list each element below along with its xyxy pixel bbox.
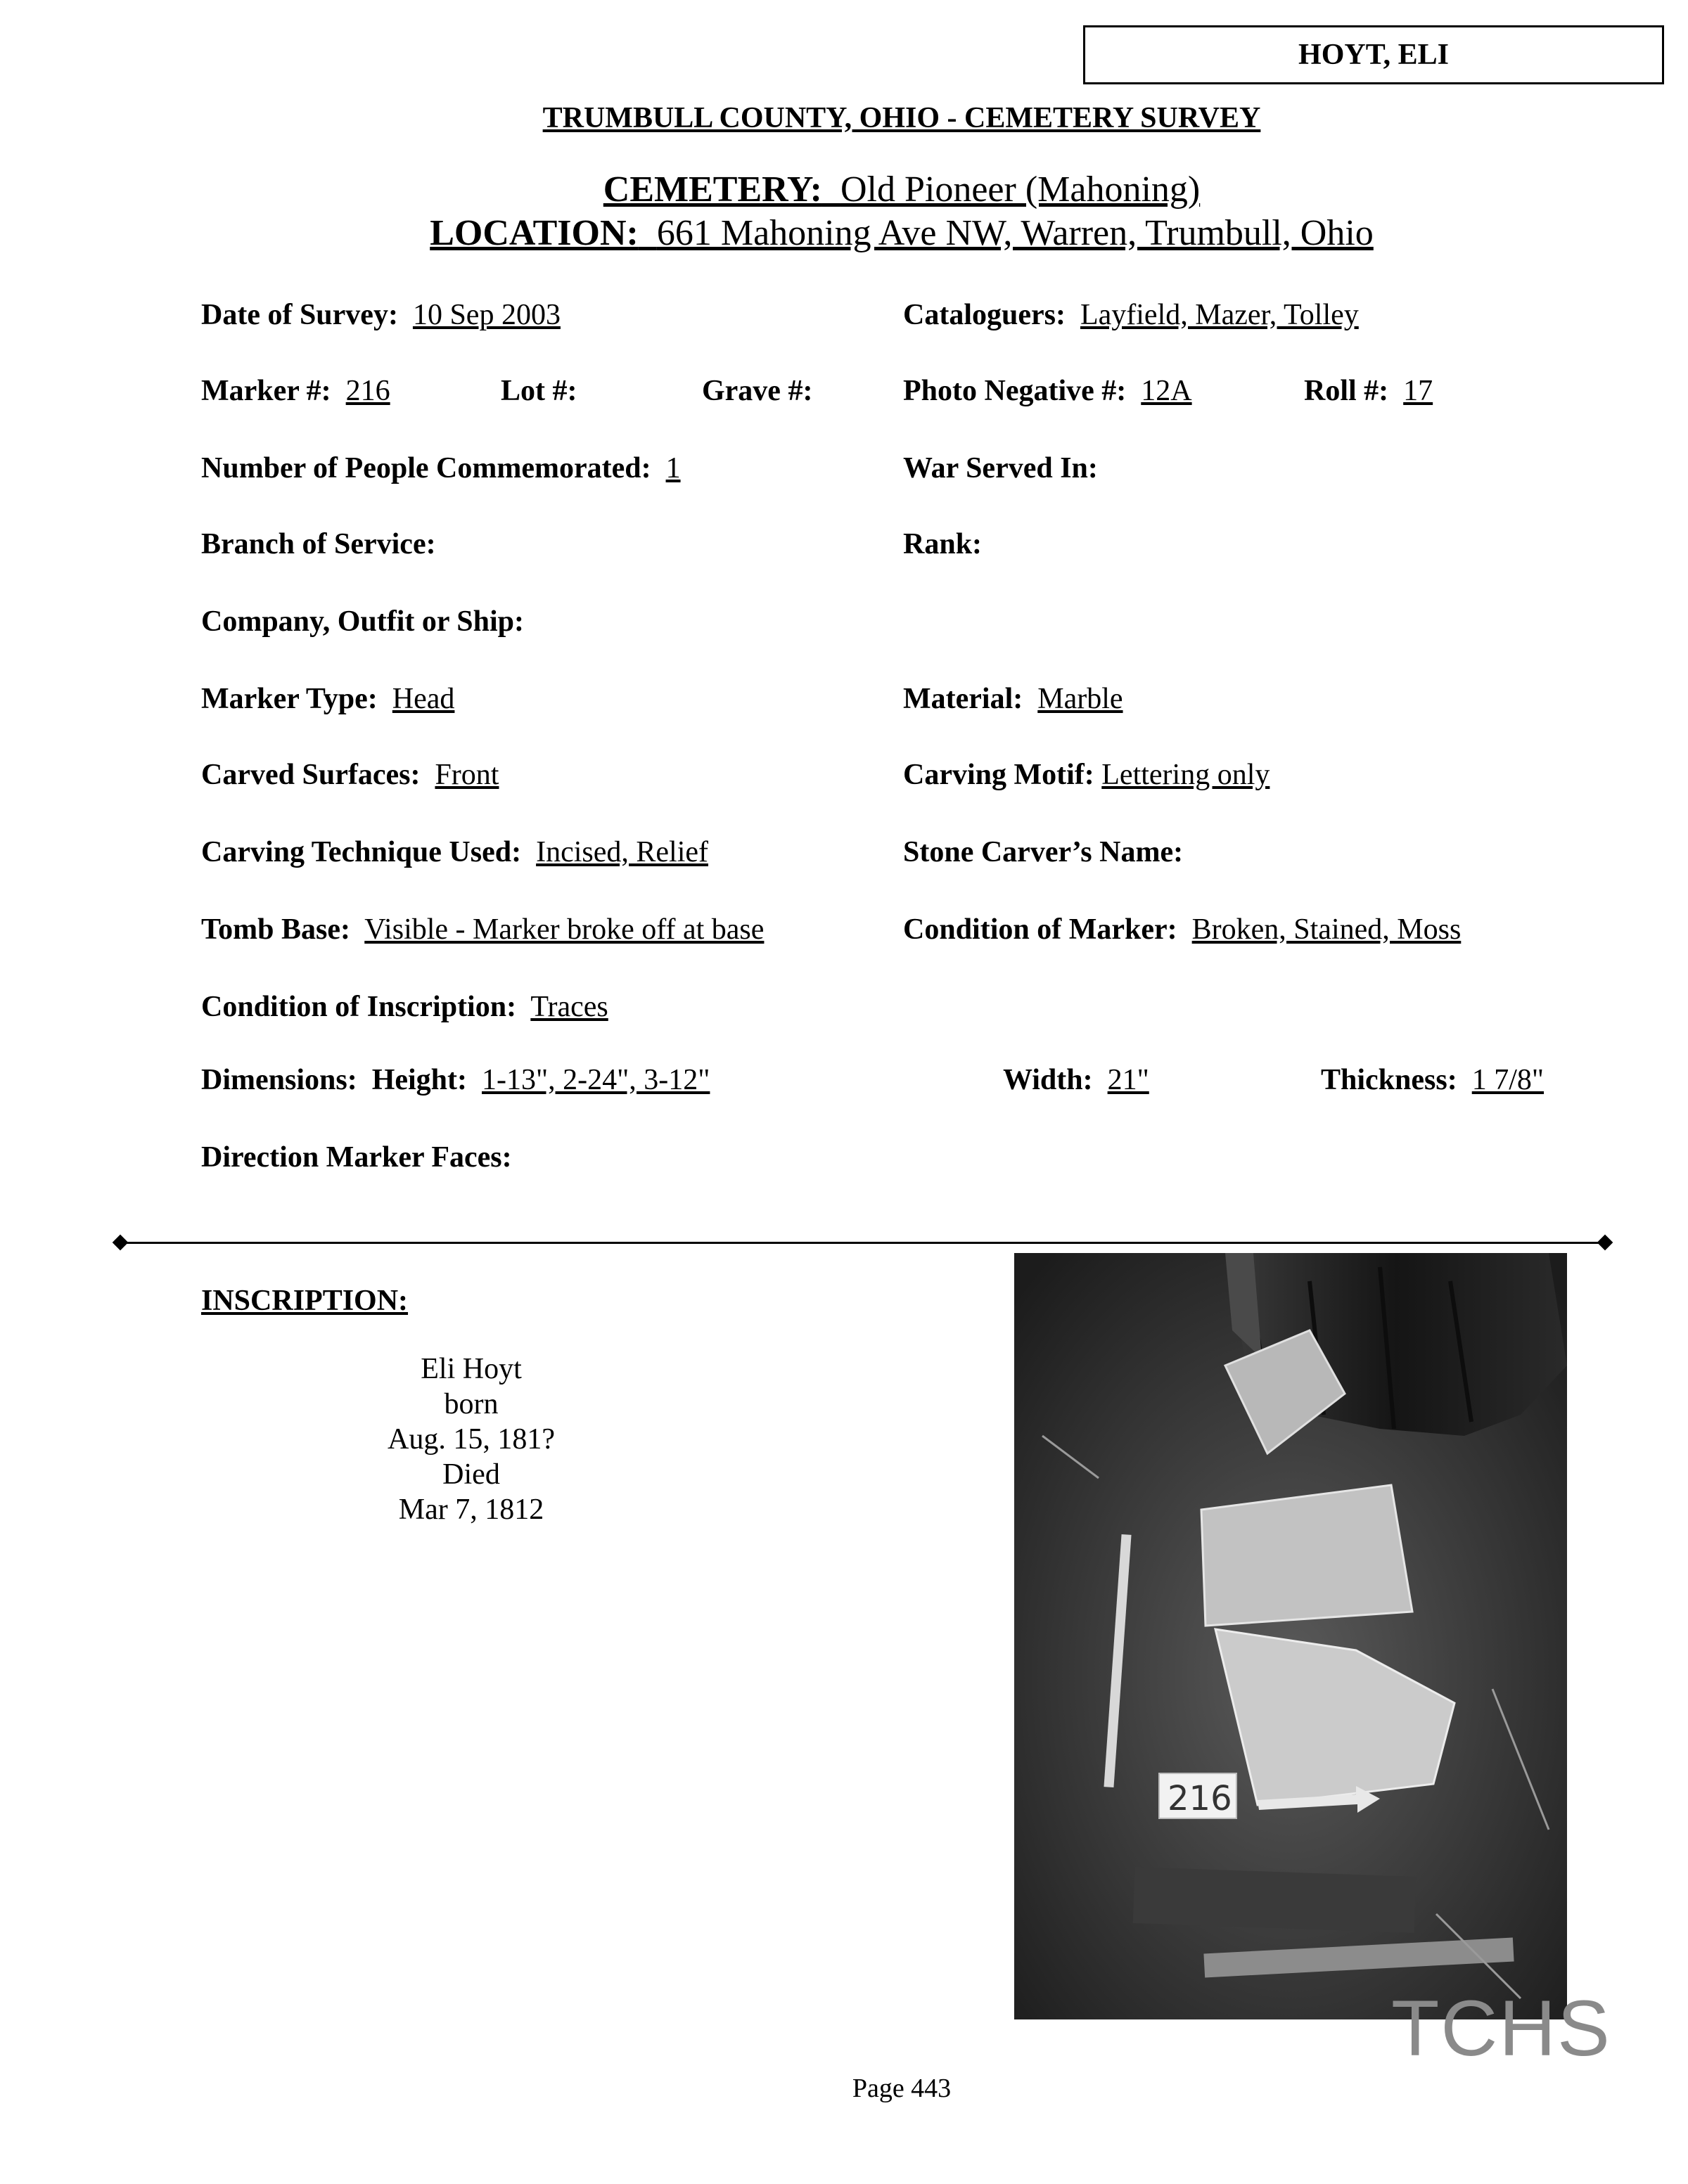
inscription-line: Eli Hoyt — [421, 1353, 522, 1385]
material-value: Marble — [1037, 683, 1123, 715]
location-value: 661 Mahoning Ave NW, Warren, Trumbull, Ohio — [656, 213, 1374, 253]
inscription-line: Mar 7, 1812 — [398, 1494, 544, 1526]
gravestone-photo-drawing — [1014, 1253, 1567, 2019]
inscription-line: born — [444, 1388, 499, 1420]
inscription-text — [316, 1351, 626, 1527]
condition-inscription-field: Condition of Inscription: Traces — [201, 991, 608, 1023]
direction-field: Direction Marker Faces: — [201, 1141, 512, 1174]
company-field: Company, Outfit or Ship: — [201, 605, 524, 638]
thickness-value: 1 7/8" — [1471, 1064, 1545, 1096]
stone-carver-field: Stone Carver’s Name: — [903, 836, 1184, 868]
lot-number-field: Lot #: — [501, 375, 577, 407]
width-value: 21" — [1107, 1064, 1149, 1096]
survey-title: TRUMBULL COUNTY, OHIO - CEMETERY SURVEY — [542, 102, 1261, 134]
material-field: Material: Marble — [903, 683, 1123, 715]
thickness-field: Thickness: 1 7/8" — [1321, 1064, 1545, 1096]
divider-left-diamond-icon — [113, 1235, 129, 1251]
carving-technique-field: Carving Technique Used: Incised, Relief — [201, 836, 708, 868]
rank-field: Rank: — [903, 528, 983, 560]
marker-tag-text: 216 — [1168, 1779, 1232, 1818]
marker-number-field: Marker #: 216 — [201, 375, 390, 407]
marker-type-value: Head — [392, 683, 455, 715]
war-served-field: War Served In: — [903, 452, 1098, 484]
roll-number-value: 17 — [1403, 375, 1433, 407]
condition-inscription-value: Traces — [530, 991, 608, 1023]
carved-surfaces-field: Carved Surfaces: Front — [201, 759, 499, 791]
marker-type-field: Marker Type: Head — [201, 683, 455, 715]
page-number: Page 443 — [852, 2074, 952, 2103]
people-commemorated-field: Number of People Commemorated: 1 — [201, 452, 681, 484]
photo-negative-field: Photo Negative #: 12A — [903, 375, 1192, 407]
inscription-line: Died — [442, 1458, 500, 1491]
location-label: LOCATION: — [430, 213, 639, 253]
cataloguers-field: Cataloguers: Layfield, Mazer, Tolley — [903, 299, 1359, 331]
dimensions-field: Dimensions: Height: 1-13", 2-24", 3-12" — [201, 1064, 710, 1096]
roll-number-field: Roll #: 17 — [1304, 375, 1433, 407]
branch-of-service-field: Branch of Service: — [201, 528, 436, 560]
gravestone-photo — [1014, 1253, 1567, 2019]
carving-technique-value: Incised, Relief — [536, 836, 708, 868]
inscription-line: Aug. 15, 181? — [388, 1423, 555, 1456]
width-field: Width: 21" — [1003, 1064, 1149, 1096]
date-of-survey-value: 10 Sep 2003 — [412, 299, 561, 331]
tomb-base-field: Tomb Base: Visible - Marker broke off at base — [201, 913, 765, 946]
location-line — [0, 212, 1688, 254]
cemetery-line — [0, 169, 1688, 210]
watermark-logo: TCHS — [1391, 1984, 1611, 2072]
carving-motif-value: Lettering only — [1101, 759, 1270, 791]
cataloguers-value: Layfield, Mazer, Tolley — [1080, 299, 1359, 331]
cemetery-value: Old Pioneer (Mahoning) — [840, 169, 1201, 210]
inscription-heading: INSCRIPTION: — [201, 1285, 409, 1317]
carving-motif-field: Carving Motif: Lettering only — [903, 759, 1270, 791]
condition-marker-field: Condition of Marker: Broken, Stained, Moss — [903, 913, 1462, 946]
height-value: 1-13", 2-24", 3-12" — [482, 1064, 710, 1096]
people-commemorated-value: 1 — [665, 452, 681, 484]
tomb-base-value: Visible - Marker broke off at base — [364, 913, 765, 946]
condition-marker-value: Broken, Stained, Moss — [1191, 913, 1462, 946]
divider-right-diamond-icon — [1597, 1235, 1613, 1251]
section-divider — [120, 1242, 1609, 1244]
carved-surfaces-value: Front — [435, 759, 499, 791]
surname-box — [1083, 25, 1664, 84]
date-of-survey-field: Date of Survey: 10 Sep 2003 — [201, 299, 561, 331]
marker-number-value: 216 — [345, 375, 390, 407]
grave-number-field: Grave #: — [702, 375, 813, 407]
person-name: HOYT, ELI — [1298, 39, 1449, 71]
photo-negative-value: 12A — [1141, 375, 1192, 407]
cemetery-label: CEMETERY: — [603, 169, 822, 210]
